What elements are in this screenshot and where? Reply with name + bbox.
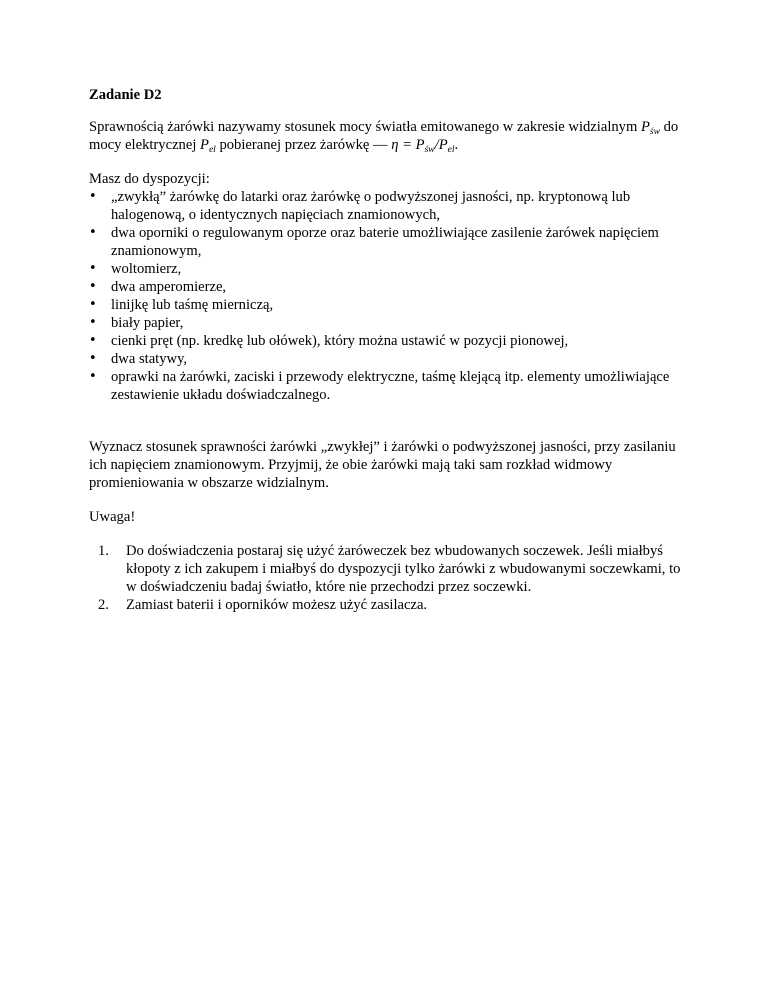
list-item	[98, 542, 689, 596]
list-item: • woltomierz,	[89, 260, 689, 278]
list-item: • biały papier,	[89, 314, 689, 332]
note-number: 2.	[98, 597, 109, 613]
note-heading: Uwaga!	[89, 509, 136, 525]
equipment-intro: Masz do dyspozycji:	[89, 171, 210, 187]
equipment-list	[89, 188, 689, 404]
definition-text-middle: do mocy elektrycznej	[89, 119, 679, 153]
document-page	[89, 86, 689, 614]
list-item: • dwa oporniki o regulowanym oporze oraz baterie umożliwiające zasilenie żarówek napięciem znamionowym,	[89, 224, 689, 260]
p-sw-symbol: $P_{św}$	[640, 119, 660, 137]
list-item	[98, 596, 689, 614]
definition-text-start: Sprawnością żarówki nazywamy stosunek mocy światła emitowanego w zakresie widzialnym	[89, 119, 641, 135]
list-item: • „zwykłą” żarówkę do latarki oraz żarówkę o podwyższonej jasności, np. kryptonową lub halogenową, o identycznych napięciach znamionowych,	[89, 188, 689, 224]
list-item: • oprawki na żarówki, zaciski i przewody elektryczne, taśmę klejącą itp. elementy umożliwiające zestawienie układu doświadczalnego.	[89, 368, 689, 404]
efficiency-formula: $\eta = P_{św}/P_{el}$	[391, 137, 455, 155]
p-el-symbol: $P_{el}$	[200, 137, 216, 155]
note-text: Do doświadczenia postaraj się użyć żaróweczek bez wbudowanych soczewek. Jeśli miałbyś kłopoty z ich zakupem i miałbyś do dyspozycji tylko żarówki z wbudowanymi soczewkami, to w doświadczeniu badaj światło, które nie przechodzi przez soczewki.	[126, 543, 681, 595]
list-item: • cienki pręt (np. kredkę lub ołówek), który można ustawić w pozycji pionowej,	[89, 332, 689, 350]
list-item: • dwa amperomierze,	[89, 278, 689, 296]
task-text: Wyznacz stosunek sprawności żarówki „zwykłej” i żarówki o podwyższonej jasności, przy zasilaniu ich napięciem znamionowym. Przyjmij, że obie żarówki mają taki sam rozkład widmowy promieniowania w obszarze widzialnym.	[89, 439, 676, 491]
note-number: 1.	[98, 543, 109, 559]
notes-list	[98, 542, 689, 614]
note-text: Zamiast baterii i oporników możesz użyć zasilacza.	[126, 597, 428, 613]
definition-text-after: pobieranej przez żarówkę —	[215, 137, 392, 153]
list-item: • dwa statywy,	[89, 350, 689, 368]
list-item: • linijkę lub taśmę mierniczą,	[89, 296, 689, 314]
efficiency-definition: Sprawnością żarówki nazywamy stosunek mocy światła emitowanego w zakresie widzialnym $P_{św}$ do mocy elektrycznej $P_{el}$ pobieranej przez żarówkę — $\eta = P_{św}/P_{el}$.	[89, 119, 679, 155]
document-title: Zadanie D2	[89, 87, 162, 103]
